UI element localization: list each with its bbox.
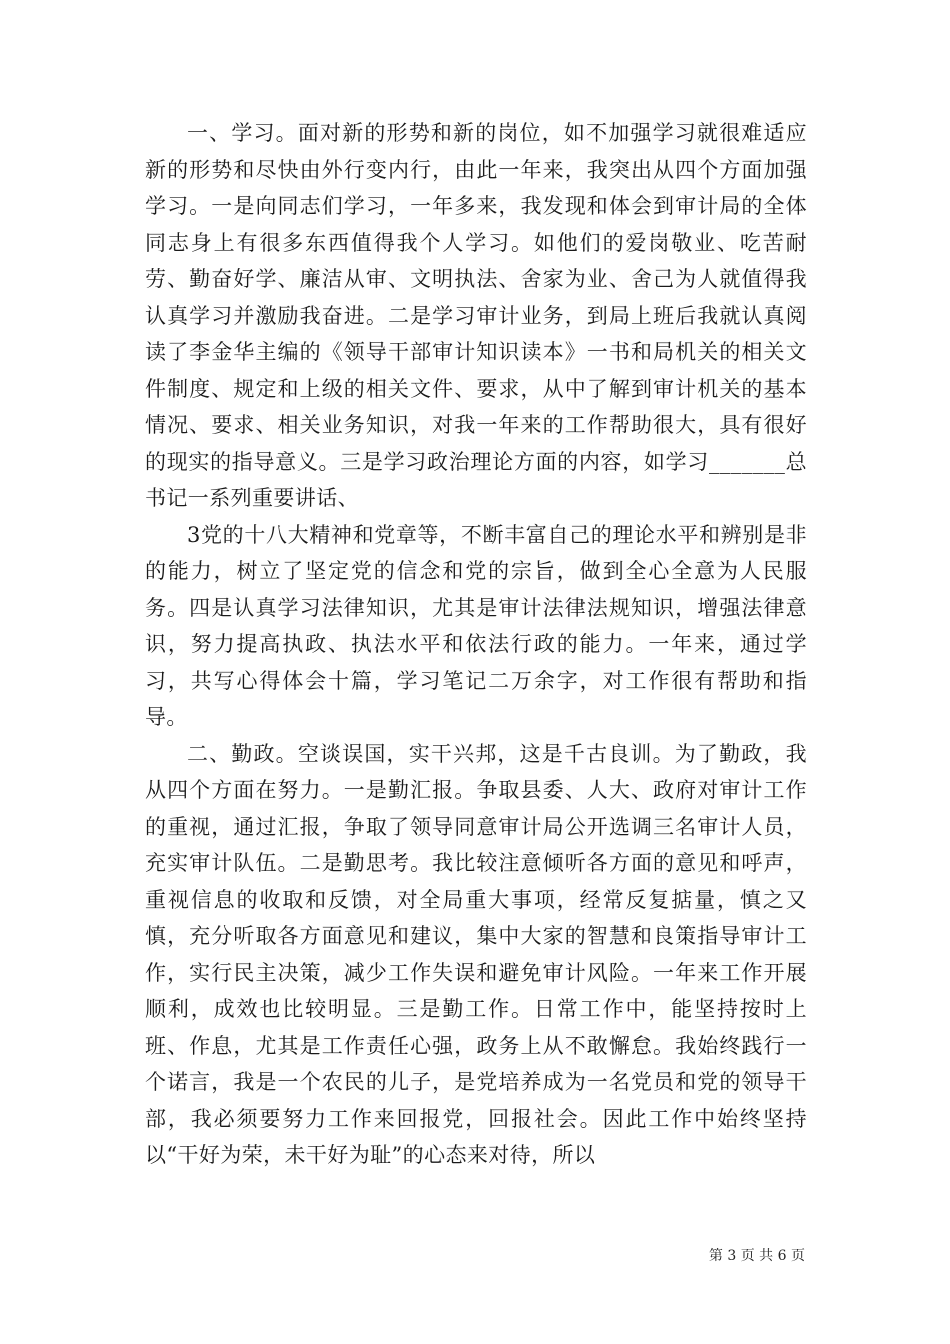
document-body: [145, 115, 807, 1174]
paragraph-diligence: 二、勤政。空谈误国，实干兴邦，这是千古良训。为了勤政，我从四个方面在努力。一是勤汇报。争取县委、人大、政府对审计工作的重视，通过汇报，争取了领导同意审计局公开选调三名审计人员，充实审计队伍。二是勤思考。我比较注意倾听各方面的意见和呼声，重视信息的收取和反馈，对全局重大事项，经常反复掂量，慎之又慎，充分听取各方面意见和建议，集中大家的智慧和良策指导审计工作，实行民主决策，减少工作失误和避免审计风险。一年来工作开展顺利，成效也比较明显。三是勤工作。日常工作中，能坚持按时上班、作息，尤其是工作责任心强，政务上从不敢懈怠。我始终践行一个诺言，我是一个农民的儿子，是党培养成为一名党员和党的领导干部，我必须要努力工作来回报党，回报社会。因此工作中始终坚持以“干好为荣，未干好为耻”的心态来对待，所以: [145, 741, 807, 1167]
paragraph-study-continued: 3党的十八大精神和党章等，不断丰富自己的理论水平和辨别是非的能力，树立了坚定党的信念和党的宗旨，做到全心全意为人民服务。四是认真学习法律知识，尤其是审计法律法规知识，增强法律意识，努力提高执政、执法水平和依法行政的能力。一年来，通过学习，共写心得体会十篇，学习笔记二万余字，对工作很有帮助和指导。: [145, 522, 807, 729]
page-number-footer: 第 3 页 共 6 页: [708, 1248, 805, 1264]
paragraph-study: 一、学习。面对新的形势和新的岗位，如不加强学习就很难适应新的形势和尽快由外行变内行，由此一年来，我突出从四个方面加强学习。一是向同志们学习，一年多来，我发现和体会到审计局的全体同志身上有很多东西值得我个人学习。如他们的爱岗敬业、吃苦耐劳、勤奋好学、廉洁从审、文明执法、舍家为业、舍己为人就值得我认真学习并激励我奋进。二是学习审计业务，到局上班后我就认真阅读了李金华主编的《领导干部审计知识读本》一书和局机关的相关文件制度、规定和上级的相关文件、要求，从中了解到审计机关的基本情况、要求、相关业务知识，对我一年来的工作帮助很大，具有很好的现实的指导意义。三是学习政治理论方面的内容，如学习_______总书记一系列重要讲话、: [145, 121, 807, 510]
